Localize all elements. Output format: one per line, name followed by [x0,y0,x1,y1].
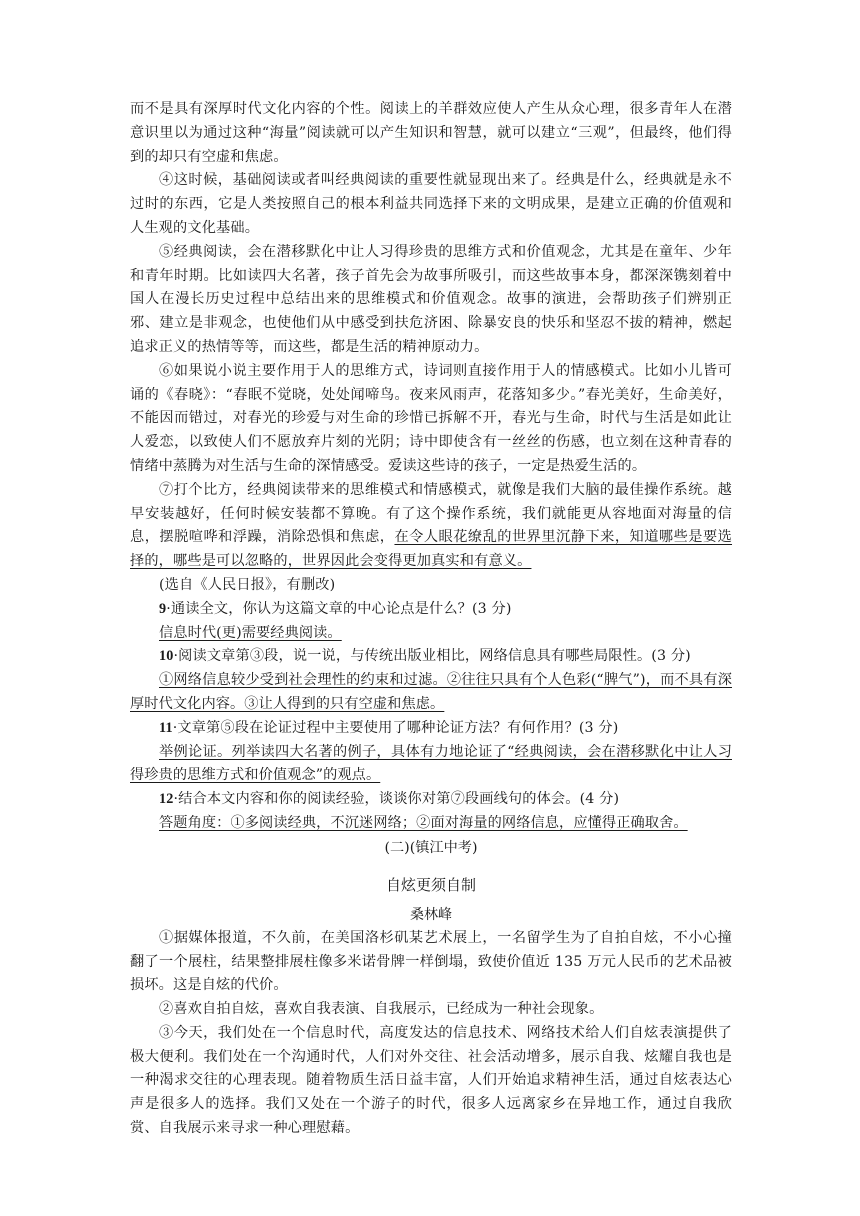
paragraph-5: ⑤经典阅读，会在潜移默化中让人习得珍贵的思维方式和价值观念，尤其是在童年、少年和青年时期。比如读四大名著，孩子首先会为故事所吸引，而这些故事本身，都深深镌刻着中国人在漫长历史过程中总结出来的思维模式和价值观念。故事的演进，会帮助孩子们辨别正邪、建立是非观念，也使他们从中感受到扶危济困、除暴安良的快乐和坚忍不拔的精神，燃起追求正义的热情等等，而这些，都是生活的精神原动力。 [130,243,732,355]
question-number: 12 [159,791,174,808]
answer-9 [130,622,732,646]
question-text: ·阅读文章第③段，说一说，与传统出版业相比，网络信息具有哪些局限性。(3 分) [173,648,691,665]
answer-12 [130,812,732,836]
source-note: (选自《人民日报》，有删改) [159,576,336,593]
paragraph-4: ④这时候，基础阅读或者叫经典阅读的重要性就显现出来了。经典是什么，经典就是永不过时的东西，它是人类按照自己的根本利益共同选择下来的文明成果，是建立正确的价值观和人生观的文化基础。 [130,172,732,236]
article-paragraph-3: ③今天，我们处在一个信息时代，高度发达的信息技术、网络技术给人们自炫表演提供了极大便利。我们处在一个沟通时代，人们对外交往、社会活动增多，展示自我、炫耀自我也是一种渴求交往的心理表现。随着物质生活日益丰富，人们开始追求精神生活，通过自炫表达心声是很多人的选择。我们又处在一个游子的时代，很多人远离家乡在异地工作，通过自我欣赏、自我展示来寻求一种心理慰藉。 [130,1024,732,1137]
answer-11 [130,741,732,789]
section-label: (二)(镇江中考) [384,839,478,856]
question-10 [130,645,732,669]
paragraph-7 [130,479,732,574]
answer-text: 信息时代(更)需要经典阅读。 [159,624,342,641]
underlined-sentence: 在令人眼花缭乱的世界里沉静下来，知道哪些是要选择的，哪些是可以忽略的，世界因此会变得更加真实和有意义。 [130,529,733,570]
answer-text: ①网络信息较少受到社会理性的约束和过滤。②往往只具有个人色彩(“脾气”)，而不具有深厚时代文化内容。③让人得到的只有空虚和焦虑。 [130,672,732,712]
paragraph-6: ⑥如果说小说主要作用于人的思维方式，诗词则直接作用于人的情感模式。比如小儿皆可诵的《春晓》：“春眠不觉晓，处处闻啼鸟。夜来风雨声，花落知多少。”春光美好，生命美好，不能因而错过，对春光的珍爱与对生命的珍惜已拆解不开，春光与生命，时代与生活是如此让人爱恋，以致使人们不愿放弃片刻的光阴；诗中即使含有一丝丝的伤感，也立刻在这种青春的情绪中蒸腾为对生活与生命的深情感受。爱读这些诗的孩子，一定是热爱生活的。 [130,362,732,474]
question-number: 11 [159,719,173,736]
answer-text: 答题角度：①多阅读经典，不沉迷网络；②面对海量的网络信息，应懂得正确取舍。 [159,814,688,831]
paragraph-continued: 而不是具有深厚时代文化内容的个性。阅读上的羊群效应使人产生从众心理，很多青年人在潜意识里以为通过这种“海量”阅读就可以产生知识和智慧，就可以建立“三观”，但最终，他们得到的却只有空虚和焦虑。 [130,101,732,165]
paragraph-7-text: ⑦打个比方，经典阅读带来的思维模式和情感模式，就像是我们大脑的最佳操作系统。越早安装越好，任何时候安装都不算晚。有了这个操作系统，我们就能更从容地面对海量的信息，摆脱喧哗和浮躁，消除恐惧和焦虑， [130,481,732,546]
article-paragraph-2: ②喜欢自拍自炫，喜欢自我表演、自我展示，已经成为一种社会现象。 [159,1001,604,1018]
question-11 [130,717,732,741]
answer-text: 举例论证。列举读四大名著的例子，具体有力地论证了“经典阅读，会在潜移默化中让人习得珍贵的思维方式和价值观念”的观点。 [130,743,732,784]
article-paragraph-1: ①据媒体报道，不久前，在美国洛杉矶某艺术展上，一名留学生为了自拍自炫，不小心撞翻了一个展柱，结果整排展柱像多米诺骨牌一样倒塌，致使价值近 135 万元人民币的艺术品被损坏。这是自炫的代价。 [130,929,732,994]
article-title: 自炫更须自制 [385,875,476,894]
article-author: 桑林峰 [410,906,452,923]
answer-10 [130,669,732,717]
question-number: 10 [159,648,174,665]
question-text: ·结合本文内容和你的阅读经验，谈谈你对第⑦段画线句的体会。(4 分) [173,791,620,808]
question-list [130,598,732,836]
question-9 [130,598,732,622]
question-text: ·通读全文，你认为这篇文章的中心论点是什么？(3 分) [166,600,512,617]
question-text: ·文章第⑤段在论证过程中主要使用了哪种论证方法？有何作用？(3 分) [172,719,619,736]
question-number: 9 [159,600,167,617]
question-12 [130,788,732,812]
